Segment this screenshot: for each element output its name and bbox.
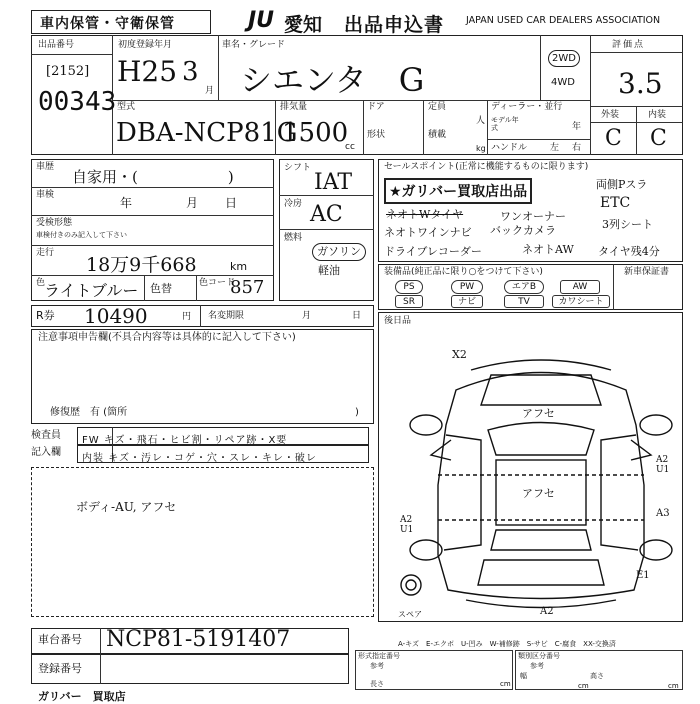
recycle-value: 10490	[84, 304, 148, 328]
sales-point-item: ETC	[600, 195, 631, 211]
diagram-mark: アフセ	[522, 487, 555, 500]
reg-number-label: 登録番号	[38, 662, 82, 675]
doors-label: ドア	[367, 102, 385, 112]
equipment-label: 装備品(純正品に限り○をつけて下さい)	[384, 267, 543, 277]
row-separator: ・	[257, 435, 269, 446]
load-label: 積載	[428, 130, 447, 140]
interior-label: 内装	[648, 110, 667, 120]
association-name: JAPAN USED CAR DEALERS ASSOCIATION	[466, 15, 661, 26]
sales-point-item: タイヤ残4分	[598, 245, 660, 258]
displacement-value: 1500	[282, 118, 349, 148]
mileage-label: 走行	[36, 248, 55, 258]
fw-row-item: X要	[268, 435, 288, 446]
handle-label: ハンドル	[491, 143, 528, 153]
name-change-day: 日	[352, 311, 362, 321]
shape-label: 形状	[367, 130, 386, 140]
displacement-unit: cc	[345, 142, 355, 152]
chassis-number: NCP81-5191407	[106, 627, 291, 652]
inspector-fw-items	[82, 431, 287, 446]
footer-dealer: ガリバー 買取店	[38, 690, 126, 703]
color-change-label: 色替	[150, 282, 172, 295]
model-code-label: 型式	[117, 102, 136, 112]
length-label: 長さ	[370, 680, 384, 688]
height-label: 高さ	[590, 672, 604, 680]
sales-point-item: ワンオーナー	[500, 210, 566, 223]
diagram-mark: A2 U1	[656, 455, 670, 475]
width-unit: cm	[578, 682, 589, 690]
repair-history-close: )	[355, 407, 359, 418]
equip-airbag: エアB	[504, 280, 544, 294]
interior-row-item: 内装	[82, 453, 104, 464]
handle-right: 右	[572, 143, 582, 153]
registration-label: 初度登録年月	[118, 40, 173, 50]
interior-row-item: 汚レ	[141, 453, 163, 464]
inspector-comment-area	[31, 467, 374, 617]
sales-point-item: 3列シート	[602, 218, 653, 231]
sales-point-item: バックカメラ	[490, 224, 556, 237]
rating-label: 評価点	[612, 40, 646, 50]
equip-sr: SR	[395, 295, 423, 308]
drive-2wd: 2WD	[548, 50, 580, 67]
sales-points-label: セールスポイント(正常に機能するものに限ります)	[384, 162, 589, 172]
row-separator: ・	[202, 435, 214, 446]
recycle-unit: 円	[182, 312, 192, 322]
lot-number: 00343	[38, 87, 117, 117]
drive-4wd: 4WD	[551, 77, 575, 88]
history-value: 自家用・( )	[72, 168, 234, 186]
form-title: 出品申込書	[344, 14, 445, 36]
rating-value: 3.5	[618, 67, 663, 100]
row-separator: ・	[125, 435, 137, 446]
mileage-unit: km	[230, 260, 248, 273]
ju-logo: JU	[248, 8, 275, 33]
acceptance-note: 車検付きのみ記入して下さい	[36, 231, 127, 239]
width-label: 幅	[520, 672, 527, 680]
fuel-gasoline: ガソリン	[312, 243, 366, 261]
damage-legend: A-キズ E-エクボ U-凹み W-補修跡 S-サビ C-腐食 XX-交換済	[398, 640, 616, 648]
equip-leather-seat: カワシート	[552, 295, 610, 308]
sales-point-item: ドライブレコーダー	[384, 245, 482, 258]
model-code-value: DBA-NCP81G	[116, 118, 298, 148]
fw-row-item: 飛石	[136, 435, 159, 446]
fw-row-item: ヒビ割	[169, 435, 203, 446]
row-separator: ・	[130, 453, 141, 464]
interior-row-item: キズ	[108, 453, 130, 464]
model-name-label: 車名・グレード	[222, 40, 286, 50]
inspection-month: 月	[186, 196, 199, 210]
model-year-unit: 年	[572, 122, 582, 132]
sales-point-item-struck: ネオトWタイヤ	[386, 208, 464, 221]
interior-grade: C	[650, 126, 667, 151]
lot-subnumber: [2152]	[46, 64, 90, 79]
load-unit: kg	[476, 144, 486, 153]
row-separator: ・	[158, 435, 170, 446]
color-value: ライトブルー	[44, 281, 139, 300]
interior-row-item: キレ	[262, 453, 284, 464]
dealer-label: ディーラー・並行	[491, 102, 563, 112]
mileage-value: 18万9千668	[86, 254, 197, 276]
rear-memo-label: 後日品	[384, 316, 412, 326]
diagram-mark: A2 U1	[400, 515, 414, 535]
inspector-label-1: 検査員	[31, 430, 61, 441]
spare-tire-label: スペア	[398, 610, 422, 619]
sales-points-banner: ★ガリバー買取店出品	[384, 178, 532, 204]
fw-row-item: キズ	[103, 435, 126, 446]
notes-label: 注意事項申告欄(不具合内容等は具体的に記入して下さい)	[38, 332, 296, 343]
equip-tv: TV	[504, 295, 544, 308]
row-separator: ・	[283, 453, 295, 464]
class-cert-ref: 参考	[530, 662, 544, 670]
warranty-label: 新車保証書	[624, 267, 670, 277]
inspector-label-2: 記入欄	[31, 447, 61, 458]
interior-row-item: 破レ	[294, 453, 317, 464]
diagram-mark: A3	[656, 508, 670, 519]
storage-label: 車内保管・守衛保管	[40, 16, 175, 32]
aircon-value: AC	[310, 202, 343, 227]
shift-value: IAT	[314, 170, 353, 195]
inspection-day: 日	[225, 196, 238, 210]
diagram-mark: A2	[540, 606, 554, 617]
name-change-month: 月	[302, 311, 312, 321]
fw-row-item: FW	[82, 435, 100, 446]
interior-row-item: 穴	[207, 453, 218, 464]
diagram-mark: X2	[452, 348, 467, 361]
sales-point-item: ネオトAW	[522, 243, 574, 256]
model-year-label: モデル年式	[491, 116, 519, 132]
row-separator: ・	[251, 453, 262, 464]
exterior-grade: C	[605, 126, 622, 151]
inspector-interior-items	[82, 449, 317, 464]
form-cert-label: 形式指定番号	[358, 652, 400, 660]
registration-month: 3	[182, 57, 199, 87]
handle-left: 左	[550, 143, 560, 153]
sales-point-item: ネオトワインナビ	[384, 226, 472, 239]
inspection-year: 年	[120, 196, 133, 210]
form-cert-ref: 参考	[370, 662, 384, 670]
height-unit: cm	[668, 682, 679, 690]
row-separator: ・	[196, 453, 207, 464]
equip-navi: ナビ	[451, 295, 483, 308]
lot-label: 出品番号	[38, 40, 75, 50]
aircon-label: 冷房	[284, 199, 303, 209]
color-label: 色	[36, 278, 46, 288]
shift-label: シフト	[284, 163, 312, 173]
equip-ps: PS	[395, 280, 423, 294]
color-code-value: 857	[230, 277, 265, 298]
sales-point-item: 両側Pスラ	[596, 178, 648, 191]
fuel-diesel: 軽油	[318, 264, 340, 277]
diagram-mark: アフセ	[522, 407, 555, 420]
inspector-comment: ボディ-AU, アフセ	[76, 500, 177, 514]
inspection-label: 車検	[36, 190, 55, 200]
recycle-label: R券	[36, 309, 55, 322]
model-name-value: シエンタ G	[240, 61, 425, 99]
fw-row-item: リペア跡	[213, 435, 258, 446]
interior-row-item: スレ	[229, 453, 251, 464]
fuel-label: 燃料	[284, 233, 303, 243]
registration-era-year: H25	[117, 55, 178, 88]
name-change-label: 名変期限	[208, 311, 245, 321]
interior-row-item: コゲ	[174, 453, 196, 464]
org-name: 愛知	[284, 14, 323, 36]
exterior-label: 外装	[601, 110, 620, 120]
equip-pw: PW	[451, 280, 483, 294]
class-cert-label: 類別区分番号	[518, 652, 560, 660]
capacity-label: 定員	[428, 102, 447, 112]
length-unit: cm	[500, 680, 511, 688]
registration-month-suffix: 月	[205, 86, 215, 96]
color-code-label: 色コード	[199, 278, 236, 288]
acceptance-label: 受検形態	[36, 218, 73, 228]
row-separator: ・	[163, 453, 174, 464]
repair-history-label: 修復歴 有 (箇所	[50, 407, 128, 418]
equip-aw: AW	[560, 280, 600, 294]
recycle-block	[31, 305, 374, 327]
capacity-unit: 人	[476, 116, 486, 126]
history-label: 車歴	[36, 162, 55, 172]
chassis-label: 車台番号	[38, 633, 82, 646]
displacement-label: 排気量	[280, 102, 308, 112]
diagram-mark: E1	[636, 570, 650, 581]
row-separator: ・	[218, 453, 229, 464]
